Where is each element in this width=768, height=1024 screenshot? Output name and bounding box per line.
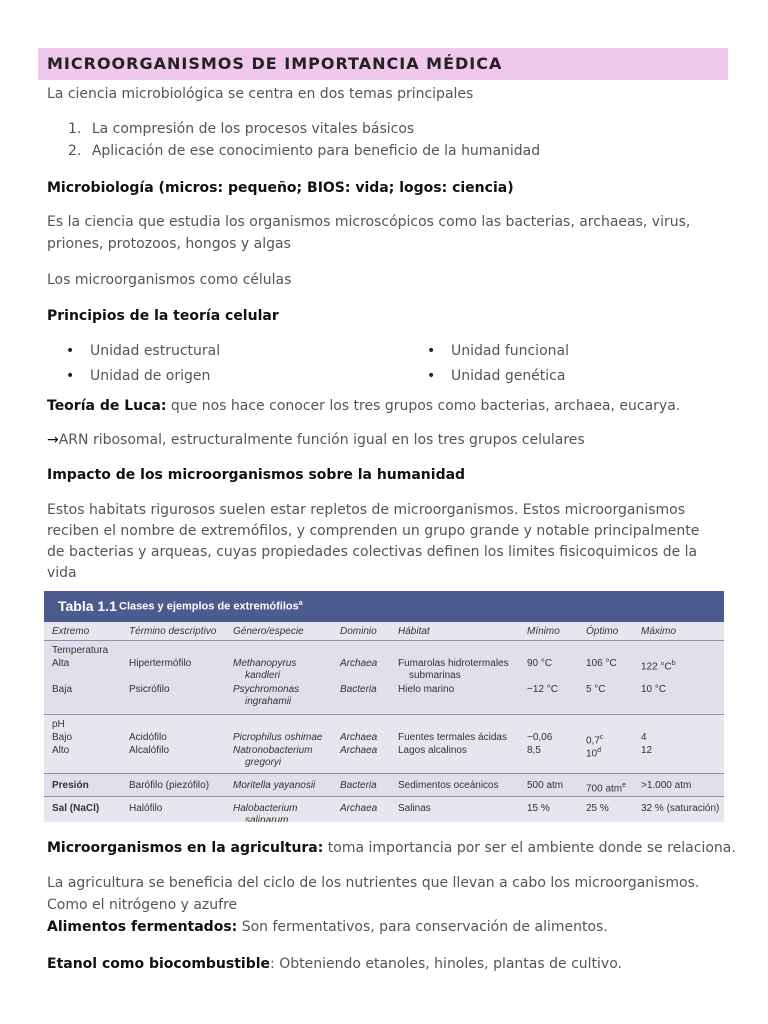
table-cell: gregoryi [245, 757, 282, 768]
col-header-maximo: Máximo [641, 626, 677, 637]
table-cell: submarinas [409, 670, 461, 681]
table-cell: Sal (NaCl) [52, 803, 100, 814]
luca-label: Teoría de Luca: [47, 398, 167, 414]
luca-line [47, 398, 680, 414]
table-cell: Psicrófilo [129, 684, 170, 695]
table-cell: Presión [52, 780, 89, 791]
table-cell: Halófilo [129, 803, 163, 814]
table-cell: Bacteria [340, 780, 377, 791]
fermentados-label: Alimentos fermentados: [47, 919, 238, 935]
table-cell: 15 % [527, 803, 550, 814]
table-cell: 8,5 [527, 745, 541, 756]
numbered-item-1 [68, 121, 414, 137]
table-cell: Methanopyrus [233, 658, 297, 669]
impact-line-3: de bacterias y arqueas, cuyas propiedades colectivas definen los limites fisicoquimicos de la [47, 544, 698, 560]
table-band-temperature [44, 641, 724, 713]
table-cell: 0,7$^c$ [586, 734, 604, 747]
item-text: Aplicación de ese conocimiento para beneficio de la humanidad [91, 143, 541, 159]
agri-para-line-1: La agricultura se beneficia del ciclo de los nutrientes que llevan a cabo los microorganismos. [47, 875, 700, 891]
col-header-dominio: Dominio [340, 626, 377, 637]
table-cell: Moritella yayanosii [233, 780, 316, 791]
table-cell: pH [52, 719, 65, 730]
microbiologia-def-line-2: priones, protozoos, hongos y algas [47, 236, 291, 252]
table-cell: Hielo marino [398, 684, 455, 695]
table-caption: Clases y ejemplos de extremófilos$^a$ [119, 600, 303, 613]
principle-genetica: • Unidad genética [451, 368, 565, 384]
table-cell: 12 [641, 745, 653, 756]
arrow-icon: → [47, 432, 59, 448]
table-cell: Archaea [340, 732, 378, 743]
table-cell: Alta [52, 658, 70, 669]
table-cell: Alto [52, 745, 70, 756]
table-divider [44, 714, 724, 715]
table-cell: Sedimentos oceánicos [398, 780, 499, 791]
col-header-habitat: Hábitat [398, 626, 430, 637]
impact-line-4: vida [47, 565, 77, 581]
table-cell: 106 °C [586, 658, 617, 669]
cells-line: Los microorganismos como células [47, 272, 292, 288]
microbiologia-def-line-1: Es la ciencia que estudia los organismos microscópicos como las bacterias, archaeas, virus, [47, 214, 691, 230]
col-header-termino: Término descriptivo [129, 626, 217, 637]
principle-funcional: • Unidad funcional [451, 343, 569, 359]
etanol-line [47, 956, 622, 972]
table-cell: Hipertermófilo [129, 658, 192, 669]
table-cell: kandleri [245, 670, 281, 681]
col-header-genero: Género/especie [233, 626, 304, 637]
agri-line [47, 840, 736, 856]
principle-origen: • Unidad de origen [90, 368, 210, 384]
table-header-bar [44, 591, 724, 622]
table-cell: 500 atm [527, 780, 564, 791]
intro-text: La ciencia microbiológica se centra en dos temas principales [47, 86, 474, 102]
table-cell: 25 % [586, 803, 609, 814]
principles-heading: Principios de la teoría celular [47, 308, 279, 324]
table-cell: >1.000 atm [641, 780, 692, 791]
numbered-item-2 [68, 143, 540, 159]
table-cell: 122 $^\circ C^b$ [641, 660, 676, 673]
table-cell: salinarum [245, 815, 289, 822]
table-cell: 700 atm$^e$ [586, 782, 627, 795]
table-cell: Archaea [340, 745, 378, 756]
table-cell: Archaea [340, 658, 378, 669]
table-cell: Fuentes termales ácidas [398, 732, 507, 743]
table-cell: Alcalófilo [129, 745, 170, 756]
table-divider [44, 796, 724, 797]
item-text: La compresión de los procesos vitales básicos [91, 121, 415, 137]
table-cell: Baja [52, 684, 73, 695]
table-cell: Temperatura [52, 645, 109, 656]
table-cell: 4 [641, 732, 647, 743]
table-cell: Psychromonas [233, 684, 300, 695]
table-cell: Barófilo (piezófilo) [129, 780, 210, 791]
arn-text: ARN ribosomal, estructuralmente función igual en los tres grupos celulares [58, 432, 585, 448]
table-cell: −12 °C [527, 684, 558, 695]
page-title: MICROORGANISMOS DE IMPORTANCIA MÉDICA [47, 54, 503, 73]
table-cell: 32 % (saturación) [641, 803, 720, 814]
table-cell: Lagos alcalinos [398, 745, 467, 756]
item-number: 2. [68, 143, 82, 159]
luca-text: que nos hace conocer los tres grupos como bacterias, archaea, eucarya. [166, 398, 681, 414]
impact-line-1: Estos habitats rigurosos suelen estar repletos de microorganismos. Estos microorganismos [47, 502, 685, 518]
col-header-minimo: Mínimo [527, 626, 560, 637]
table-cell: Bajo [52, 732, 73, 743]
table-cell: Natronobacterium [233, 745, 313, 756]
table-cell: Picrophilus oshimae [233, 732, 323, 743]
item-number: 1. [68, 121, 82, 137]
microbiologia-heading: Microbiología (micros: pequeño; BIOS: vida; logos: ciencia) [47, 180, 514, 196]
table-cell: ingrahamii [245, 696, 292, 707]
table-cell: Halobacterium [233, 803, 298, 814]
table-cell: Fumarolas hidrotermales [398, 658, 509, 669]
table-cell: 10 °C [641, 684, 667, 695]
extremophiles-table [44, 591, 724, 822]
table-number: Tabla 1.1 [58, 598, 117, 614]
table-cell: 5 °C [586, 684, 606, 695]
etanol-label: Etanol como biocombustible [47, 956, 271, 972]
impact-line-2: reciben el nombre de extremófilos, y comprenden un grupo grande y notable principalmente [47, 523, 700, 539]
fermentados-text: Son fermentativos, para conservación de alimentos. [237, 919, 608, 935]
col-header-optimo: Óptimo [586, 626, 619, 637]
table-cell: 10$^d$ [586, 747, 602, 760]
table-cell: 90 °C [527, 658, 553, 669]
table-cell: Acidófilo [129, 732, 167, 743]
agri-text: toma importancia por ser el ambiente donde se relaciona. [323, 840, 736, 856]
table-cell: −0,06 [527, 732, 553, 743]
table-cell: Archaea [340, 803, 378, 814]
arn-line [47, 432, 585, 448]
etanol-text: : Obteniendo etanoles, hinoles, plantas de cultivo. [270, 956, 622, 972]
table-cell: Bacteria [340, 684, 377, 695]
fermentados-line [47, 919, 608, 935]
table-cell: Salinas [398, 803, 431, 814]
principle-estructural: • Unidad estructural [90, 343, 220, 359]
impact-heading: Impacto de los microorganismos sobre la humanidad [47, 467, 466, 483]
col-header-extremo: Extremo [52, 626, 90, 637]
agri-label: Microorganismos en la agricultura: [47, 840, 324, 856]
impact-paragraph [47, 500, 727, 584]
agri-para-line-2: Como el nitrógeno y azufre [47, 897, 238, 913]
